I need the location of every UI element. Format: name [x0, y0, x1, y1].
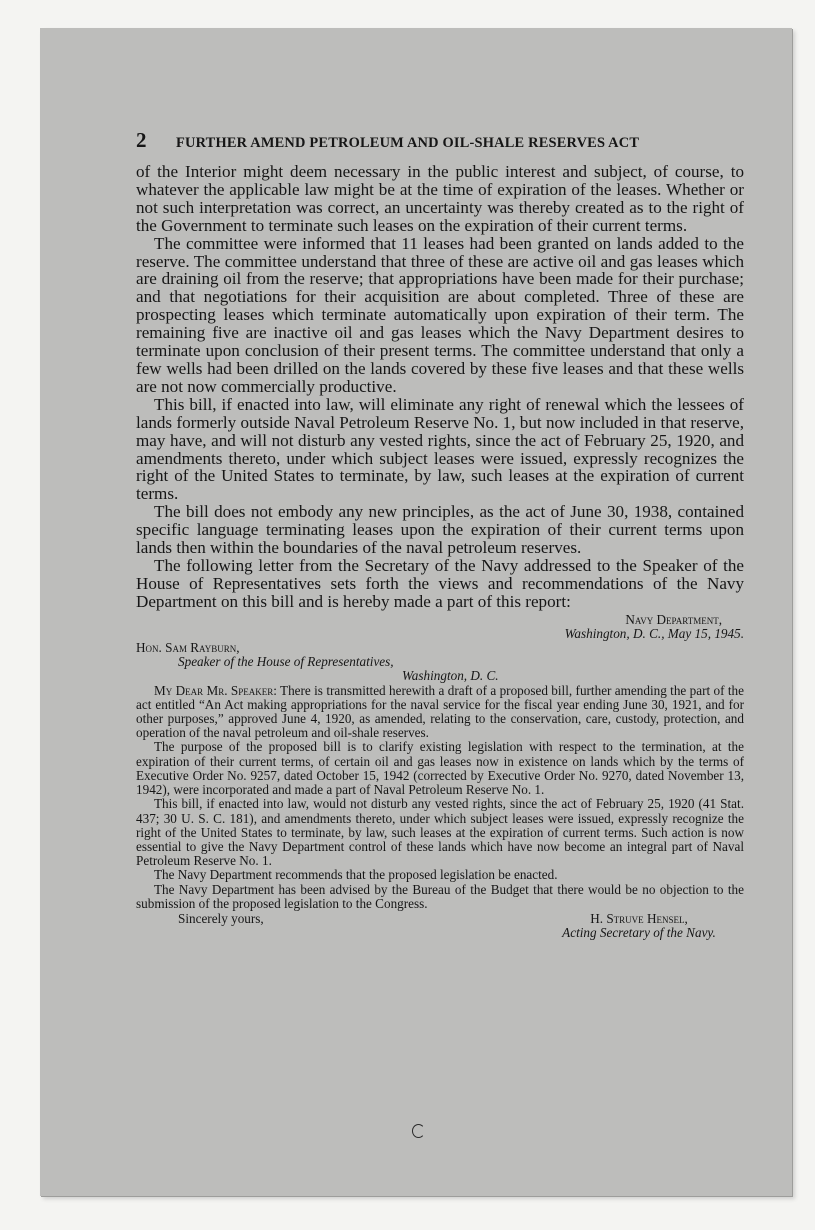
paragraph-3: This bill, if enacted into law, will eliminate any right of renewal which the lessees of lands formerly outside Naval Petroleum Reserve No. 1, but now included in that reserve, may have, and will not disturb any vested rights, since the act of February 25, 1920, and amendments thereto, under which subject leases were issued, expressly recognizes the right of the United States to terminate, by law, such leases at the expiration of current terms. [136, 394, 744, 504]
running-head: FURTHER AMEND PETROLEUM AND OIL-SHALE RESERVES ACT [176, 135, 640, 151]
letter-paragraph-4: The Navy Department recommends that the proposed legislation be enacted. [154, 867, 558, 883]
letter-dept: Navy Department, [625, 611, 722, 627]
navy-letter [136, 613, 744, 941]
signature-row [136, 912, 744, 940]
paragraph-5: The following letter from the Secretary of the Navy addressed to the Speaker of the House of Representatives sets forth the views and recommendations of the Navy Department on this bill and is hereby made a part of this report: [136, 555, 744, 611]
letter-paragraph-1: My Dear Mr. Speaker: There is transmitted herewith a draft of a proposed bill, further amending the part of the act entitled “An Act making appropriations for the naval service for the fiscal year ending June 30, 1921, and for other purposes,” approved June 4, 1920, as amended, relating to the conservation, care, custody, protection, and operation of the naval petroleum and oil-shale reserves. [136, 682, 744, 741]
addressee-city: Washington, D. C. [402, 668, 499, 684]
addressee-title: Speaker of the House of Representatives, [178, 654, 394, 670]
paragraph-2: The committee were informed that 11 leases had been granted on lands added to the reserve. The committee understand that three of these are active oil and gas leases which are draining oil from the reserve; that appropriations have been made for their purchase; and that negotiations for their acquisition are about completed. Three of these are prospecting leases which terminate automatically upon expiration of their term. The remaining five are inactive oil and gas leases which the Navy Department desires to terminate upon conclusion of their present terms. The committee understand that only a few wells had been drilled on the lands covered by these five leases and that these wells are not now commercially productive. [136, 233, 744, 396]
paragraph-1: of the Interior might deem necessary in the public interest and subject, of course, to whatever the applicable law might be at the time of expiration of the leases. Whether or not such interpretation was correct, an uncertainty was thereby created as to the right of the Government to terminate such leases on the expiration of their current terms. [136, 162, 744, 235]
letter-date: Washington, D. C., May 15, 1945. [564, 625, 744, 641]
paragraph-4: The bill does not embody any new principles, as the act of June 30, 1938, contained specific language terminating leases upon the expiration of their current terms upon lands then within the boundaries of the naval petroleum reserves. [136, 502, 744, 558]
document-page [40, 28, 792, 1196]
page-number: 2 [136, 128, 147, 152]
signer-title: Acting Secretary of the Navy. [562, 925, 716, 941]
signature-block [534, 912, 744, 940]
signer-name: H. Struve Hensel, [590, 910, 688, 926]
letter-paragraph-5: The Navy Department has been advised by the Bureau of the Budget that there would be no objection to the submission of the proposed legislation to the Congress. [136, 881, 744, 911]
page-content [136, 128, 744, 940]
addressee-name: Hon. Sam Rayburn, [136, 640, 240, 656]
closing: Sincerely yours, [178, 910, 264, 926]
letter-paragraph-3: This bill, if enacted into law, would not disturb any vested rights, since the act of February 25, 1920 (41 Stat. 437; 30 U. S. C. 181), and amendments thereto, under which subject leases were issued, expressly recognize the right of the United States to terminate, by law, such leases at the expiration of current terms. Such action is now essential to give the Navy Department control of these lands which have now become an integral part of Naval Petroleum Reserve No. 1. [136, 796, 744, 869]
page-header [136, 128, 744, 153]
report-body [136, 163, 744, 611]
letter-paragraph-2: The purpose of the proposed bill is to clarify existing legislation with respect to the termination, at the expiration of their current terms, of certain oil and gas leases now in existence on lands which by the terms of Executive Order No. 9257, dated October 15, 1942 (corrected by Executive Order No. 9270, dated November 13, 1942), were incorporated and made a part of Naval Petroleum Reserve No. 1. [136, 739, 744, 798]
salutation: My Dear Mr. Speaker: [154, 682, 277, 698]
binding-hole-mark [412, 1124, 425, 1138]
